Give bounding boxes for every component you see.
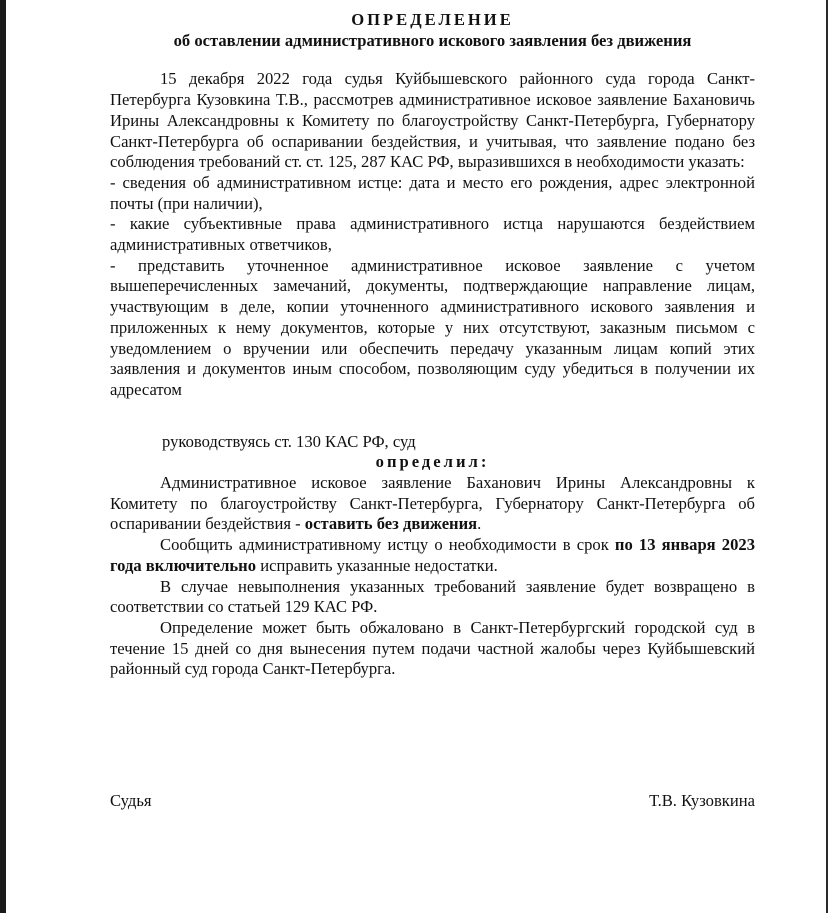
- decided-label: определил:: [375, 452, 490, 472]
- decision-bold: оставить без движения: [304, 514, 478, 534]
- intro-paragraph: 15 декабря 2022 года судья Куйбышевского районного суда города Санкт-Петербурга Кузовкина Т.В., рассмотрев административное исковое заявление Бахановичь Ирины Александровны к Комитету по благоустройству Санкт-Петербурга, Губернатору Санкт-Петербурга об оспаривании бездействия, и учитывая, что заявление подано без соблюдения требований ст. ст. 125, 287 КАС РФ, выразившихся в необходимости указать:: [110, 69, 755, 172]
- requirement-item: - представить уточненное административное исковое заявление с учетом вышеперечисленных замечаний, документы, подтверждающие направление лицам, участвующим в деле, копии уточненного административного искового заявления и приложенных к нему документов, которые у них отсутствуют, заказным письмом с уведомлением о вручении или обеспечить передачу указанным лицам копий этих заявления и документов иным способом, позволяющим суду убедиться в получении их адресатом: [110, 255, 755, 399]
- requirement-item: - какие субъективные права административного истца нарушаются бездействием административных ответчиков,: [110, 214, 755, 255]
- document-title: ОПРЕДЕЛЕНИЕ: [351, 10, 514, 29]
- signature-label: Судья: [110, 791, 152, 810]
- decision-text: Административное исковое заявление Баханович Ирины Александровны к Комитету по благоустройству Санкт-Петербурга, Губернатору Санкт-Петербурга об оспаривании бездействия -: [110, 473, 755, 534]
- notify-end: исправить указанные недостатки.: [256, 555, 498, 575]
- requirements-list: [110, 173, 755, 401]
- notify-deadline: по 13 января 2023 года включительно: [110, 535, 755, 575]
- signature-name: Т.В. Кузовкина: [649, 791, 755, 810]
- requirement-item: - сведения об административном истце: дата и место его рождения, адрес электронной почты (при наличии),: [110, 172, 755, 213]
- notify-paragraph: [110, 535, 755, 576]
- return-paragraph: В случае невыполнения указанных требований заявление будет возвращено в соответствии со статьей 129 КАС РФ.: [110, 576, 755, 617]
- notify-text: Сообщить административному истцу о необходимости в срок: [160, 535, 615, 555]
- ruling-basis: руководствуясь ст. 130 КАС РФ, суд: [162, 431, 416, 451]
- decision-end: .: [477, 514, 482, 534]
- left-frame-edge: [0, 0, 6, 913]
- appeal-paragraph: Определение может быть обжаловано в Санкт-Петербургский городской суд в течение 15 дней со дня вынесения путем подачи частной жалобы через Куйбышевский районный суд города Санкт-Петербурга.: [110, 617, 755, 679]
- decision-paragraph: [110, 473, 755, 535]
- document-subtitle: об оставлении административного искового заявления без движения: [173, 30, 692, 50]
- document-page: [110, 10, 755, 680]
